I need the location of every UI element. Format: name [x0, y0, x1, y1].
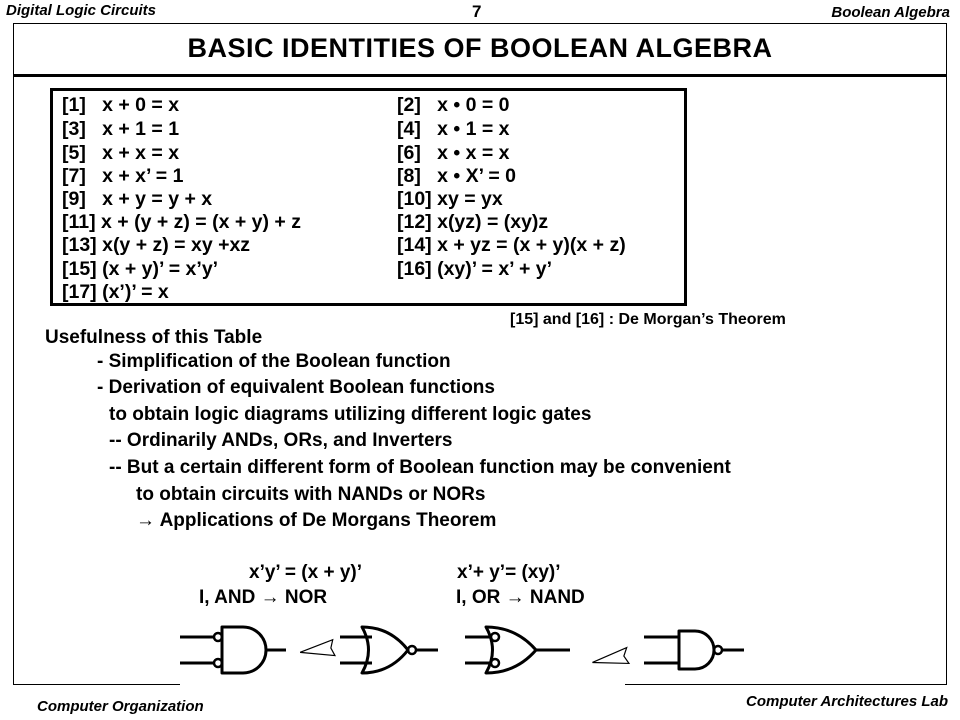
usefulness-line-1: - Simplification of the Boolean function	[97, 351, 451, 372]
identity-13: [13] x(y + z) = xy +xz	[62, 234, 251, 256]
example-2-equation: x’+ y’= (xy)’	[457, 562, 561, 583]
footer-right: Computer Architectures Lab	[746, 693, 948, 710]
footer-left: Computer Organization	[37, 698, 204, 715]
identity-14: [14] x + yz = (x + y)(x + z)	[397, 234, 626, 256]
nand-gate	[644, 631, 744, 669]
identity-17: [17] (x’)’ = x	[62, 281, 169, 303]
identity-11: [11] x + (y + z) = (x + y) + z	[62, 211, 301, 233]
identity-1: [1] x + 0 = x	[62, 94, 180, 116]
usefulness-line-6: to obtain circuits with NANDs or NORs	[136, 484, 486, 505]
usefulness-line-7: → Applications of De Morgans Theorem	[136, 510, 497, 531]
identity-15: [15] (x + y)’ = x’y’	[62, 258, 219, 280]
usefulness-line-2: - Derivation of equivalent Boolean functions	[97, 377, 495, 398]
identity-16: [16] (xy)’ = x’ + y’	[397, 258, 553, 280]
usefulness-line-3: to obtain logic diagrams utilizing different logic gates	[109, 404, 592, 425]
identity-4: [4] x • 1 = x	[397, 118, 510, 140]
header-topic: Boolean Algebra	[831, 4, 950, 21]
usefulness-line-4: -- Ordinarily ANDs, ORs, and Inverters	[109, 430, 453, 451]
usefulness-heading: Usefulness of this Table	[45, 327, 263, 348]
identity-6: [6] x • x = x	[397, 142, 510, 164]
example-1-caption: I, AND → NOR	[199, 587, 328, 608]
page-title: BASIC IDENTITIES OF BOOLEAN ALGEBRA	[187, 33, 773, 63]
identity-7: [7] x + x’ = 1	[62, 165, 184, 187]
identity-9: [9] x + y = y + x	[62, 188, 213, 210]
identity-10: [10] xy = yx	[397, 188, 503, 210]
identity-12: [12] x(yz) = (xy)z	[397, 211, 549, 233]
identity-5: [5] x + x = x	[62, 142, 180, 164]
usefulness-line-5: -- But a certain different form of Boolean function may be convenient	[109, 457, 731, 478]
identity-2: [2] x • 0 = 0	[397, 94, 510, 116]
example-2-caption: I, OR → NAND	[456, 587, 585, 608]
page-number: 7	[472, 2, 482, 21]
identity-3: [3] x + 1 = 1	[62, 118, 180, 140]
de-morgan-note: [15] and [16] : De Morgan’s Theorem	[510, 311, 786, 328]
header-course-title: Digital Logic Circuits	[6, 2, 157, 19]
example-1-equation: x’y’ = (x + y)’	[249, 562, 363, 583]
identity-8: [8] x • X’ = 0	[397, 165, 517, 187]
